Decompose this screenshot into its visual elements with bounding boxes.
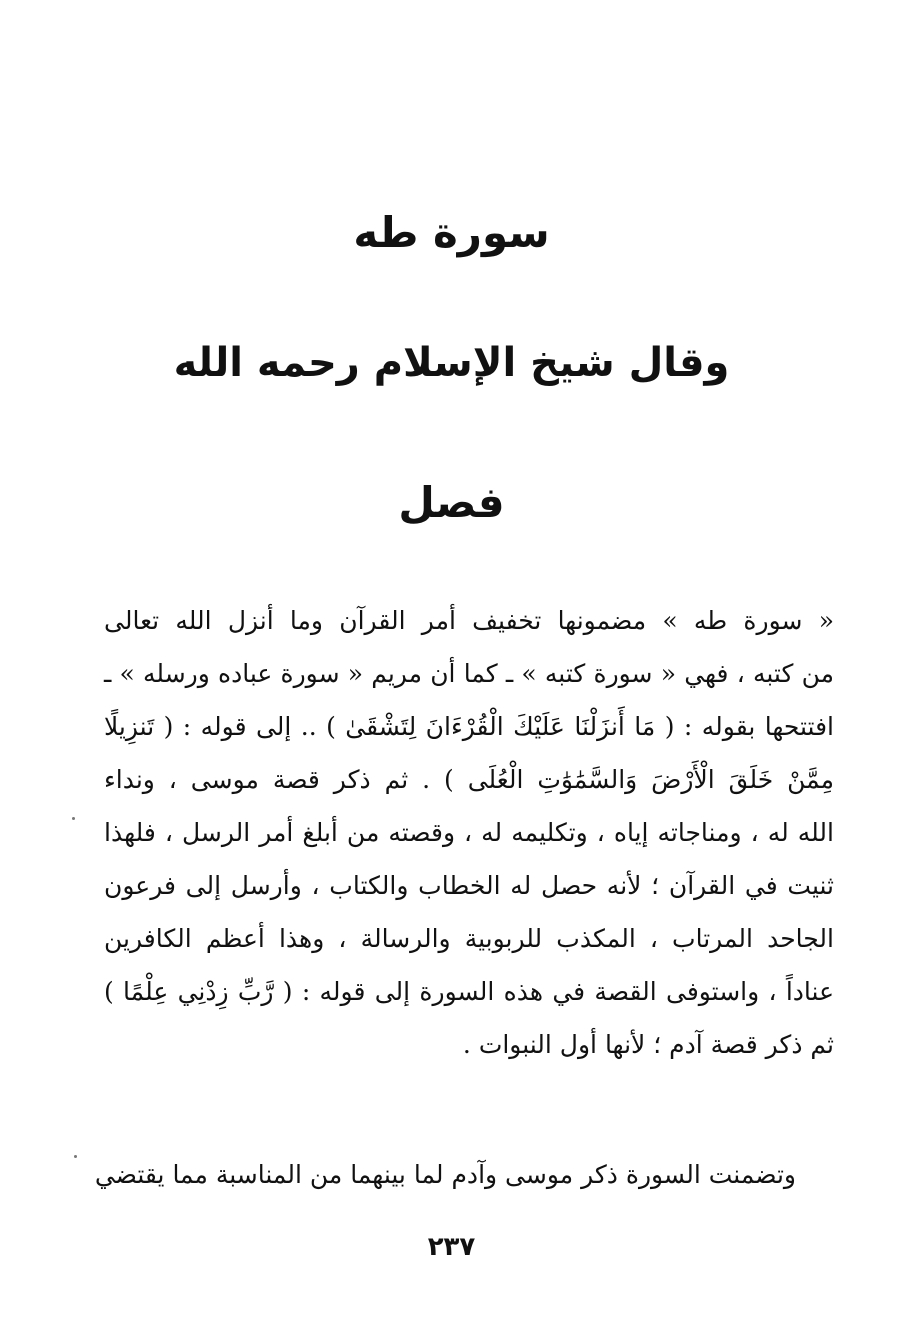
text-line: افتتحها بقوله : ( مَا أَنزَلْنَا عَلَيْكَ الْقُرْءَانَ لِتَشْقَىٰ ) .. إلى قوله : ( تَنزِيلًا	[104, 712, 834, 741]
paper-speck	[72, 817, 75, 820]
paper-speck	[74, 1155, 77, 1158]
page-number: ٢٣٧	[427, 1232, 476, 1262]
text-line: وتضمنت السورة ذكر موسى وآدم لما بينهما من المناسبة مما يقتضي	[94, 1160, 796, 1189]
text-line: من كتبه ، فهي « سورة كتبه » ـ كما أن مريم « سورة عباده ورسله » ـ	[104, 659, 834, 688]
text-line: « سورة طه » مضمونها تخفيف أمر القرآن وما أنزل الله تعالى	[104, 606, 834, 635]
text-line: ثنيت في القرآن ؛ لأنه حصل له الخطاب والكتاب ، وأرسل إلى فرعون	[104, 871, 834, 900]
section-heading: فصل	[398, 478, 505, 527]
text-line: الله له ، ومناجاته إياه ، وتكليمه له ، وقصته من أبلغ أمر الرسل ، فلهذا	[104, 818, 834, 847]
text-line: الجاحد المرتاب ، المكذب للربوبية والرسالة ، وهذا أعظم الكافرين	[104, 924, 834, 953]
sura-title: سورة طه	[353, 208, 550, 257]
text-line: عناداً ، واستوفى القصة في هذه السورة إلى قوله : ( رَّبِّ زِدْنِي عِلْمًا )	[104, 977, 834, 1006]
author-attribution-heading: وقال شيخ الإسلام رحمه الله	[173, 340, 730, 386]
paragraph-1	[104, 594, 834, 1071]
text-line: مِمَّنْ خَلَقَ الْأَرْضَ وَالسَّمَٰوَٰتِ الْعُلَى ) . ثم ذكر قصة موسى ، ونداء	[104, 765, 834, 794]
paragraph-2	[94, 1148, 834, 1201]
text-line: ثم ذكر قصة آدم ؛ لأنها أول النبوات .	[462, 1030, 834, 1059]
